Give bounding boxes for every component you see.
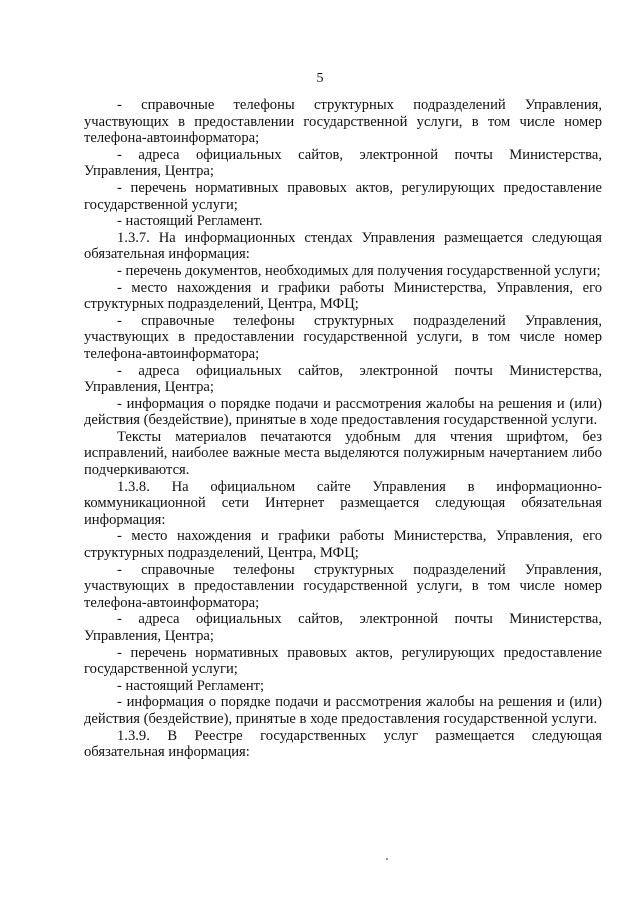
document-body <box>84 97 602 761</box>
paragraph: - перечень документов, необходимых для получения государственной услуги; <box>117 262 601 279</box>
section-1-3-7: 1.3.7. На информационных стендах Управления размещается следующая обязательная информация: <box>84 229 602 263</box>
paragraph: - перечень нормативных правовых актов, регулирующих предоставление государственной услуги; <box>84 644 602 678</box>
paragraph: Тексты материалов печатаются удобным для чтения шрифтом, без исправлений, наиболее важные места выделяются полужирным начертанием либо подчеркиваются. <box>84 428 602 479</box>
scan-speck <box>386 858 388 860</box>
paragraph: - адреса официальных сайтов, электронной почты Министерства, Управления, Центра; <box>84 362 602 396</box>
section-1-3-8: 1.3.8. На официальном сайте Управления в информационно-коммуникационной сети Интернет размещается следующая обязательная информация: <box>84 478 602 528</box>
paragraph: - место нахождения и графики работы Министерства, Управления, его структурных подразделений, Центра, МФЦ; <box>84 528 602 562</box>
paragraph: - информация о порядке подачи и рассмотрения жалобы на решения и (или) действия (бездействие), принятые в ходе предоставления государственной услуги. <box>84 395 602 429</box>
paragraph: - справочные телефоны структурных подразделений Управления, участвующих в предоставлении государственной услуги, в том числе номер телефона-автоинформатора; <box>84 312 602 362</box>
paragraph: - место нахождения и графики работы Министерства, Управления, его структурных подразделений, Центра, МФЦ; <box>84 279 602 313</box>
page-number: 5 <box>316 71 324 86</box>
paragraph: - справочные телефоны структурных подразделений Управления, участвующих в предоставлении государственной услуги, в том числе номер телефона-автоинформатора; <box>84 561 602 611</box>
section-1-3-9: 1.3.9. В Реестре государственных услуг размещается следующая обязательная информация: <box>84 727 602 761</box>
paragraph: - перечень нормативных правовых актов, регулирующих предоставление государственной услуги; <box>84 179 602 213</box>
paragraph: - информация о порядке подачи и рассмотрения жалобы на решения и (или) действия (бездействие), принятые в ходе предоставления государственной услуги. <box>84 694 602 727</box>
paragraph: - настоящий Регламент; <box>117 677 265 694</box>
paragraph: - справочные телефоны структурных подразделений Управления, участвующих в предоставлении государственной услуги, в том числе номер телефона-автоинформатора; <box>84 97 602 147</box>
paragraph: - настоящий Регламент. <box>117 213 263 230</box>
paragraph: - адреса официальных сайтов, электронной почты Министерства, Управления, Центра; <box>84 611 602 644</box>
paragraph: - адреса официальных сайтов, электронной почты Министерства, Управления, Центра; <box>84 146 602 180</box>
